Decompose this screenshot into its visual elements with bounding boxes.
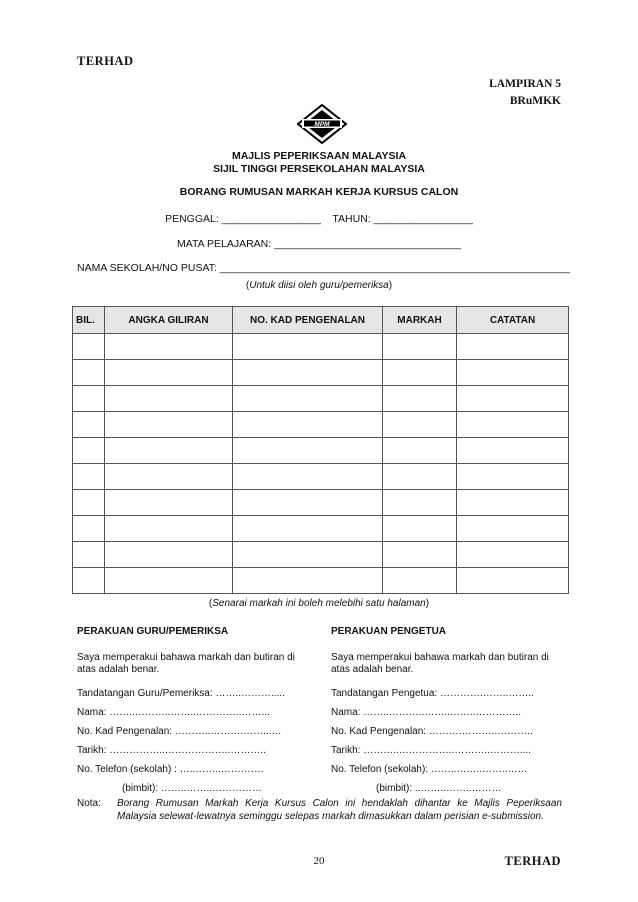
table-note-text: Senarai markah ini boleh melebihi satu halaman <box>212 598 426 609</box>
marks-table-body <box>73 334 569 594</box>
cell-angka-giliran[interactable] <box>105 438 233 464</box>
column-header-no-kad-pengenalan: NO. KAD PENGENALAN <box>233 307 383 334</box>
column-header-catatan: CATATAN <box>457 307 569 334</box>
teacher-cert-heading: PERAKUAN GURU/PEMERIKSA <box>77 626 229 637</box>
principal-date-field[interactable]: Tarikh: ………..……………..………..……….... <box>331 745 532 756</box>
cell-catatan[interactable] <box>457 464 569 490</box>
school-note: (Untuk diisi oleh guru/pemeriksa) <box>245 280 393 291</box>
logo-text: MPM <box>314 121 330 128</box>
footnote-text: Borang Rumusan Markah Kerja Kursus Calon ini hendaklah dihantar ke Majlis Peperiksaan Malaysia selewat-lewatnya seminggu selepas markah dimasukkan dalam perisian e-submission. <box>117 798 562 822</box>
mpm-logo-icon <box>296 104 348 144</box>
teacher-phone-mobile-field[interactable]: (bimbit): ……..……..…………… <box>122 783 263 794</box>
cell-catatan[interactable] <box>457 334 569 360</box>
cell-bil[interactable] <box>73 334 105 360</box>
cell-markah[interactable] <box>383 438 457 464</box>
column-header-bil: BIL. <box>73 307 105 334</box>
classification-header: TERHAD <box>77 54 134 68</box>
appendix-number: LAMPIRAN 5 <box>489 78 561 90</box>
teacher-ic-field[interactable]: No. Kad Pengenalan: ………..……….……...… <box>77 726 282 737</box>
principal-phone-school-field[interactable]: No. Telefon (sekolah): ……..……..……..…… <box>331 764 528 775</box>
teacher-cert-statement: Saya memperakui bahawa markah dan butiran di atas adalah benar. <box>77 652 295 675</box>
principal-signature-field[interactable]: Tandatangan Pengetua: ………….……..…….. <box>331 688 534 699</box>
cell-no-kad-pengenalan[interactable] <box>233 464 383 490</box>
cell-bil[interactable] <box>73 464 105 490</box>
appendix-code: BRuMKK <box>509 95 561 107</box>
cell-angka-giliran[interactable] <box>105 516 233 542</box>
school-field[interactable]: NAMA SEKOLAH/NO PUSAT: ____________________________________________________________ <box>77 262 571 274</box>
cell-angka-giliran[interactable] <box>105 464 233 490</box>
cell-catatan[interactable] <box>457 438 569 464</box>
cell-bil[interactable] <box>73 490 105 516</box>
principal-phone-mobile-field[interactable]: (bimbit): ..……..……..……… <box>376 783 502 794</box>
table-row <box>73 360 569 386</box>
cell-bil[interactable] <box>73 386 105 412</box>
cell-markah[interactable] <box>383 386 457 412</box>
mpm-logo <box>296 104 348 144</box>
cell-no-kad-pengenalan[interactable] <box>233 568 383 594</box>
cell-markah[interactable] <box>383 516 457 542</box>
cell-angka-giliran[interactable] <box>105 360 233 386</box>
cell-bil[interactable] <box>73 568 105 594</box>
principal-certification <box>331 626 566 802</box>
cell-markah[interactable] <box>383 464 457 490</box>
principal-cert-statement: Saya memperakui bahawa markah dan butiran di atas adalah benar. <box>331 652 549 675</box>
cell-bil[interactable] <box>73 516 105 542</box>
table-note: (Senarai markah ini boleh melebihi satu halaman) <box>208 598 430 609</box>
tahun-field[interactable]: TAHUN: _________________ <box>332 213 473 225</box>
cell-markah[interactable] <box>383 490 457 516</box>
cell-catatan[interactable] <box>457 542 569 568</box>
cell-catatan[interactable] <box>457 490 569 516</box>
table-row <box>73 542 569 568</box>
table-row <box>73 412 569 438</box>
cell-angka-giliran[interactable] <box>105 490 233 516</box>
cell-angka-giliran[interactable] <box>105 542 233 568</box>
appendix-label <box>489 76 561 110</box>
cell-markah[interactable] <box>383 542 457 568</box>
table-row <box>73 438 569 464</box>
cell-bil[interactable] <box>73 412 105 438</box>
cell-markah[interactable] <box>383 568 457 594</box>
cell-no-kad-pengenalan[interactable] <box>233 360 383 386</box>
cell-bil[interactable] <box>73 542 105 568</box>
cell-no-kad-pengenalan[interactable] <box>233 516 383 542</box>
classification-footer: TERHAD <box>504 854 561 868</box>
table-row <box>73 490 569 516</box>
cell-no-kad-pengenalan[interactable] <box>233 438 383 464</box>
cell-angka-giliran[interactable] <box>105 334 233 360</box>
teacher-phone-school-field[interactable]: No. Telefon (sekolah) : …..……..…………. <box>77 764 264 775</box>
teacher-date-field[interactable]: Tarikh: ……………..………………..……….. <box>77 745 266 756</box>
cell-catatan[interactable] <box>457 360 569 386</box>
cell-no-kad-pengenalan[interactable] <box>233 412 383 438</box>
principal-cert-heading: PERAKUAN PENGETUA <box>331 626 447 637</box>
cell-angka-giliran[interactable] <box>105 386 233 412</box>
cell-catatan[interactable] <box>457 386 569 412</box>
board-name: MAJLIS PEPERIKSAAN MALAYSIA <box>231 150 407 162</box>
cell-catatan[interactable] <box>457 516 569 542</box>
marks-table <box>72 306 569 594</box>
footnote-label: Nota: <box>77 798 101 809</box>
cell-angka-giliran[interactable] <box>105 412 233 438</box>
column-header-angka-giliran: ANGKA GILIRAN <box>105 307 233 334</box>
principal-name-field[interactable]: Nama: ……..………..……..……..………….. <box>331 707 522 718</box>
exam-name: SIJIL TINGGI PERSEKOLAHAN MALAYSIA <box>213 163 425 175</box>
column-header-markah: MARKAH <box>383 307 457 334</box>
cell-no-kad-pengenalan[interactable] <box>233 490 383 516</box>
cell-no-kad-pengenalan[interactable] <box>233 386 383 412</box>
table-row <box>73 334 569 360</box>
cell-bil[interactable] <box>73 360 105 386</box>
teacher-name-field[interactable]: Nama: ……..………..……..…………..……... <box>77 707 270 718</box>
teacher-signature-field[interactable]: Tandatangan Guru/Pemeriksa: ……..………..... <box>77 688 285 699</box>
term-year-row <box>0 213 638 225</box>
footnote <box>77 798 562 823</box>
cell-angka-giliran[interactable] <box>105 568 233 594</box>
table-row <box>73 464 569 490</box>
cell-markah[interactable] <box>383 360 457 386</box>
principal-ic-field[interactable]: No. Kad Pengenalan: ……….………..……….. <box>331 726 533 737</box>
table-row <box>73 516 569 542</box>
school-note-text: Untuk diisi oleh guru/pemeriksa <box>249 280 389 291</box>
page-number: 20 <box>313 855 325 867</box>
cell-markah[interactable] <box>383 412 457 438</box>
teacher-certification <box>77 626 312 802</box>
cell-catatan[interactable] <box>457 412 569 438</box>
cell-catatan[interactable] <box>457 568 569 594</box>
cell-markah[interactable] <box>383 334 457 360</box>
subject-field[interactable]: MATA PELAJARAN: ________________________________ <box>177 238 461 250</box>
form-title: BORANG RUMUSAN MARKAH KERJA KURSUS CALON <box>179 186 459 198</box>
penggal-field[interactable]: PENGGAL: _________________ <box>165 213 321 225</box>
table-row <box>73 568 569 594</box>
cell-no-kad-pengenalan[interactable] <box>233 334 383 360</box>
table-header-row <box>73 307 569 334</box>
cell-bil[interactable] <box>73 438 105 464</box>
table-row <box>73 386 569 412</box>
cell-no-kad-pengenalan[interactable] <box>233 542 383 568</box>
